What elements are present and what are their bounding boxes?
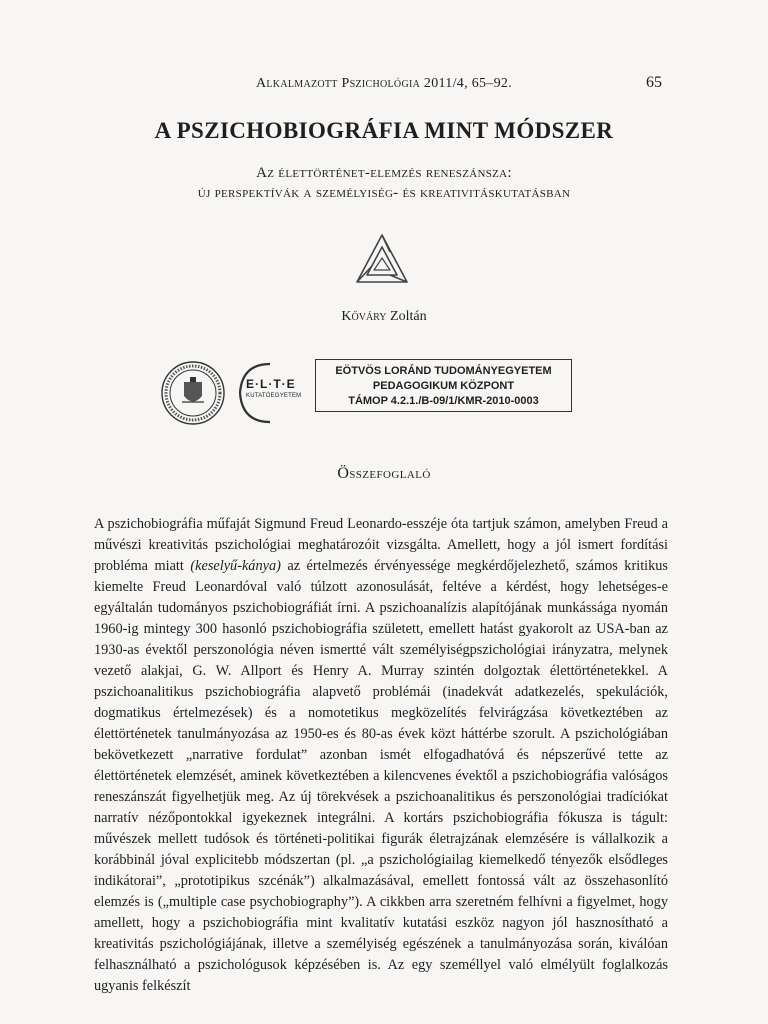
- abstract-heading: Összefoglaló: [337, 465, 431, 482]
- abstract-text-1: A pszichobiográfia műfaját Sigmund Freud Leonardo-esszéje óta tartjuk számon, amelyben Freud a művészi kreativitás pszichológiai meghatározóit vizsgálta. Amellett, hogy a jól ismert fordítási probléma miatt: [94, 516, 668, 574]
- author: [0, 309, 768, 325]
- article-title: A PSZICHOBIOGRÁFIA MINT MÓDSZER: [154, 118, 614, 143]
- article-subtitle-line2: új perspektívák a személyiség- és kreativitáskutatásban: [197, 185, 571, 201]
- author-given-name: Zoltán: [390, 309, 427, 324]
- abstract-body: [94, 514, 668, 997]
- page-number: 65: [646, 74, 662, 91]
- author-surname: Kőváry: [341, 309, 387, 324]
- abstract-paragraph: [94, 514, 668, 997]
- elte-box-line3: TÁMOP 4.2.1./B-09/1/KMR-2010-0003: [348, 395, 539, 407]
- elte-subtext: KUTATÓEGYETEM: [246, 393, 302, 399]
- elte-logo: [234, 360, 308, 426]
- elte-info-box: [315, 359, 572, 412]
- abstract-italic-term: (keselyű-kánya): [190, 558, 281, 574]
- abstract-text-2: az értelmezés érvényessége megkérdőjelezhető, számos kritikus kiemelte Freud Leonardóval való túlzott azonosulását, feltéve a kérdést, hogy lehetséges-e egyáltalán tudományos pszichobiográfiát írni. A pszichoanalízis alapítójának munkássága nyomán 1960-ig mintegy 300 hasonló pszichobiográfia született, emellett hatást gyakorolt az USA-ban az 1930-as évektől perszonológia néven ismertté vált személyiségpszichológiai irányzatra, melynek vezető alakjai, G. W. Allport és Henry A. Murray szintén dolgoztak élettörténetekkel. A pszichoanalitikus pszichobiográfia alapvető problémái (inadekvát adatkezelés, spekulációk, dogmatikus értelmezések) és a nomotetikus megközelítés felvirágzása következtében az élettörténetek tanulmányozása az 1950-es és 80-as évek közt háttérbe szorult. A pszichológiában bekövetkezett „narrative fordulat” azonban ismét elfogadhatóvá és népszerűvé tette az élettörténetek elemzését, aminek következtében a kilencvenes évektől a pszichobiográfia valóságos reneszánszát figyelhetjük meg. Az új törekvések a pszichoanalitikus és perszonológiai tradíciókat narratív nézőpontokkal igyekeznek integrálni. A kortárs pszichobiográfia fókusza is tágult: művészek mellett tudósok és történeti-politikai figurák életrajzának elemzésére is vállalkozik a korábbinál jóval explicitebb módszertan (pl. „a pszichológiailag kiemelkedő tényezők elsődleges indikátorai”, „prototipikus szcénák”) alkalmazásával, emellett fontossá vált az összehasonlító elemzés is („multiple case psychobiography”). A cikkben arra szeretném felhívni a figyelmet, hogy amellett, hogy a pszichobiográfia mint kvalitatív kutatási eszköz nagyon jól hasznosítható a kreativitás pszichológiájának, illetve a személyiség egészének a tanulmányozása során, kiválóan felhasználható a pszichológusok képzésében is. Az egy személlyel való elmélyült foglalkozás ugyanis felkészít: [94, 558, 668, 994]
- running-head: Alkalmazott Pszichológia 2011/4, 65–92.: [255, 76, 512, 91]
- elte-mark: E·L·T·E: [246, 377, 296, 391]
- elte-box-line2: PEDAGOGIKUM KÖZPONT: [372, 380, 515, 392]
- elte-box-line1: EÖTVÖS LORÁND TUDOMÁNYEGYETEM: [335, 365, 552, 377]
- article-subtitle-line1: Az élettörténet-elemzés reneszánsza:: [256, 165, 512, 181]
- impossible-triangle-logo: [354, 232, 410, 288]
- university-seal: [160, 360, 226, 426]
